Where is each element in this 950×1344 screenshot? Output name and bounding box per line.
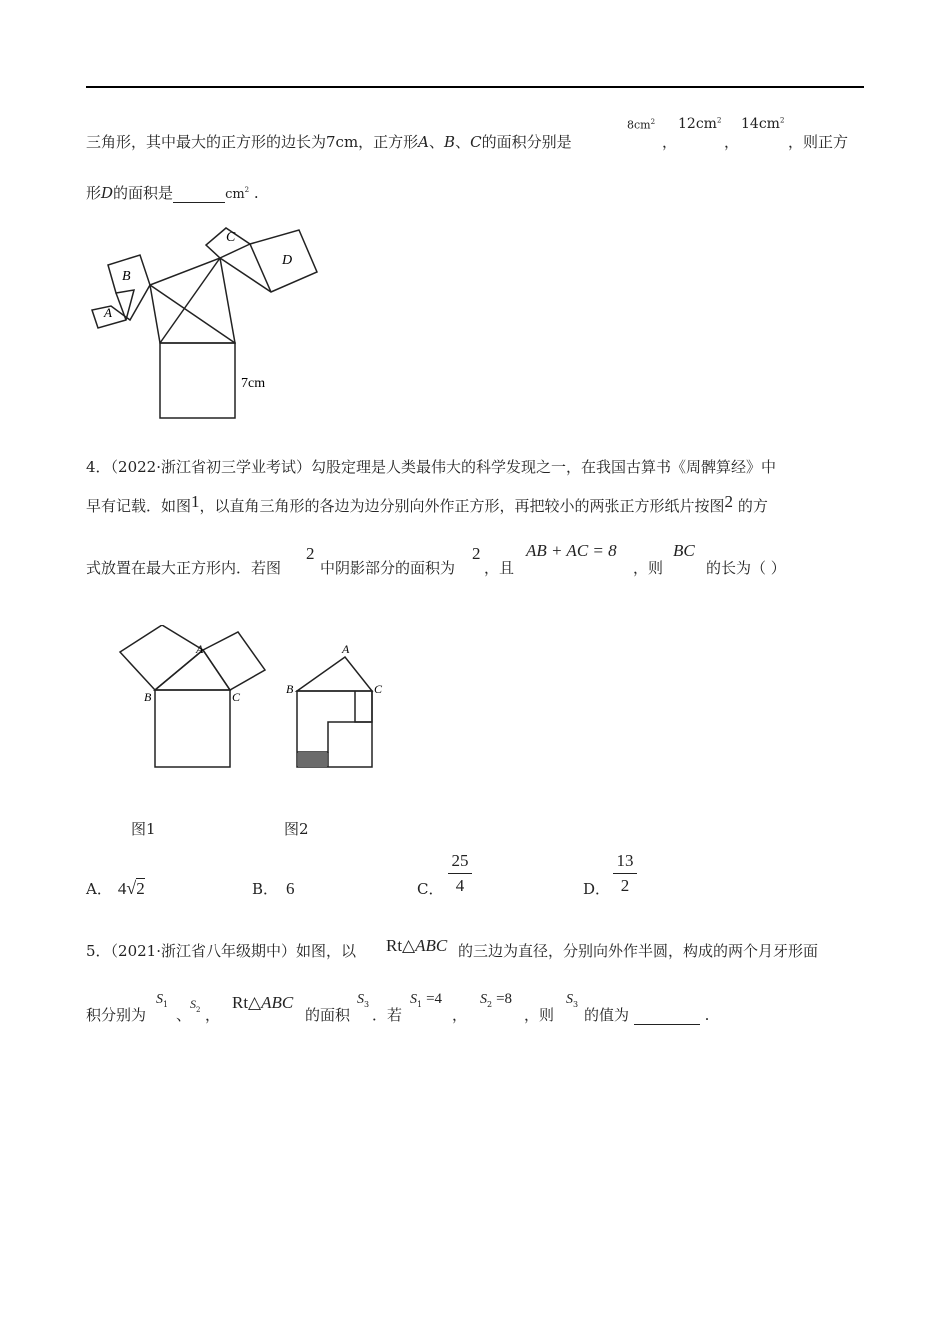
fig-label-d: D (282, 253, 293, 268)
option-b[interactable]: B． 6 (252, 879, 295, 898)
q5-line1-a: 5．（2021·浙江省八年级期中）如图，以 (86, 942, 356, 960)
fig2-small-square (355, 691, 372, 722)
left-squares (92, 255, 150, 328)
q3-line2: 形D的面积是 $cm^2$ . (86, 184, 259, 202)
comma: ， (662, 133, 678, 151)
fig-label-c: C (226, 230, 236, 245)
q4-figures (110, 625, 390, 775)
equation: AB + AC = 8 (526, 541, 617, 560)
q4-text: 的长为（ ） (706, 559, 786, 577)
fig-ref: 2 (306, 544, 315, 563)
q4-line3-a: 式放置在最大正方形内．若图 (86, 559, 282, 577)
q4-text: （2022·浙江省初三学业考试）勾股定理是人类最伟大的科学发现之一，在我国古算书《周髀算经》中 (110, 458, 776, 476)
separator: 、 (455, 133, 471, 151)
q4-text: ，且 (484, 559, 515, 577)
option-c[interactable]: C． (417, 880, 444, 898)
q5-text: 的面积 (305, 1006, 351, 1024)
right-squares (206, 228, 317, 292)
fig1-triangle (155, 650, 230, 690)
fig1-label-c: C (232, 690, 241, 704)
answer-blank[interactable] (173, 184, 225, 203)
s1-symbol: $S_1$ (156, 992, 169, 1010)
q4-text: ，则 (633, 559, 664, 577)
option-d[interactable]: D． (583, 880, 611, 898)
fig1-label-a: A (196, 642, 204, 656)
q5-text: ．若 (372, 1006, 403, 1024)
s2-equation: $S_2 =8$ (480, 991, 513, 1010)
fig2-label-c: C (374, 682, 383, 696)
fig2-shaded-region (298, 752, 327, 767)
fig1-right-square (203, 632, 265, 690)
q4-line1 (86, 456, 776, 477)
area-c: $14cm^2$ (741, 116, 785, 132)
q5-text: ，则 (524, 1006, 555, 1024)
area-b: $12cm^2$ (678, 116, 722, 132)
shade-area-value: 2 (472, 544, 481, 563)
fig1-left-square (120, 625, 203, 690)
caption-fig1: 图1 (131, 820, 156, 838)
option-d-fraction: 13 2 (613, 851, 637, 896)
s2-symbol: $S_2$ (190, 997, 201, 1015)
separator: 、 (429, 133, 445, 151)
q3-line1 (86, 131, 572, 152)
q3-text: 三角形，其中最大的正方形的边长为7cm，正方形 (86, 133, 419, 151)
q4-line2: 早有记载．如图1，以直角三角形的各边为边分别向外作正方形，再把较小的两张正方形纸片按图2 的方 (86, 492, 768, 515)
option-c-fraction: 25 4 (448, 851, 472, 896)
area-a: $8cm^2$ (627, 118, 656, 132)
square-label-d: D (101, 184, 114, 202)
big-square (160, 343, 235, 418)
side-label: 7cm (241, 376, 266, 391)
q5-text: 积分别为 (86, 1006, 147, 1024)
square-label-a: A (418, 133, 430, 151)
option-a[interactable]: A． 4√2 (86, 878, 145, 898)
square-label-b: B (444, 133, 456, 151)
target-segment: BC (673, 541, 695, 560)
fig2-label-b: B (286, 682, 294, 696)
q3-text: 的面积分别是 (481, 133, 572, 151)
q3-figure (86, 210, 336, 425)
square-label-c: C (470, 133, 482, 151)
comma: ， (205, 1006, 221, 1024)
fig-label-a: A (104, 305, 112, 320)
caption-fig2: 图2 (284, 820, 309, 838)
s1-equation: $S_1 =4$ (410, 991, 443, 1010)
triangle-lines (150, 258, 235, 343)
q4-text: 中阴影部分的面积为 (320, 559, 456, 577)
q5-text: 的三边为直径，分别向外作半圆，构成的两个月牙形面 (458, 942, 819, 960)
fig1-big-square (155, 690, 230, 767)
question-number: 5． (86, 942, 111, 960)
separator: 、 (176, 1006, 192, 1024)
s3-target: $S_3$ (566, 992, 579, 1010)
rt-abc-2: Rt△ABC (232, 993, 294, 1012)
header-rule (86, 86, 864, 88)
question-number: 4． (86, 458, 111, 476)
q5-answer-line: 的值为 . (584, 1006, 710, 1024)
comma: ， (724, 133, 740, 151)
s3-symbol: $S_3$ (357, 992, 370, 1010)
fig-label-b: B (122, 269, 131, 284)
fig2-label-a: A (342, 642, 350, 656)
comma: ， (452, 1006, 468, 1024)
answer-blank[interactable] (634, 1006, 700, 1025)
fig1-label-b: B (144, 690, 152, 704)
fig2-medium-square-edge (297, 722, 372, 752)
rt-abc-1: Rt△ABC (386, 936, 448, 955)
fig2-triangle (297, 657, 372, 691)
q3-text: ，则正方 (788, 133, 849, 151)
